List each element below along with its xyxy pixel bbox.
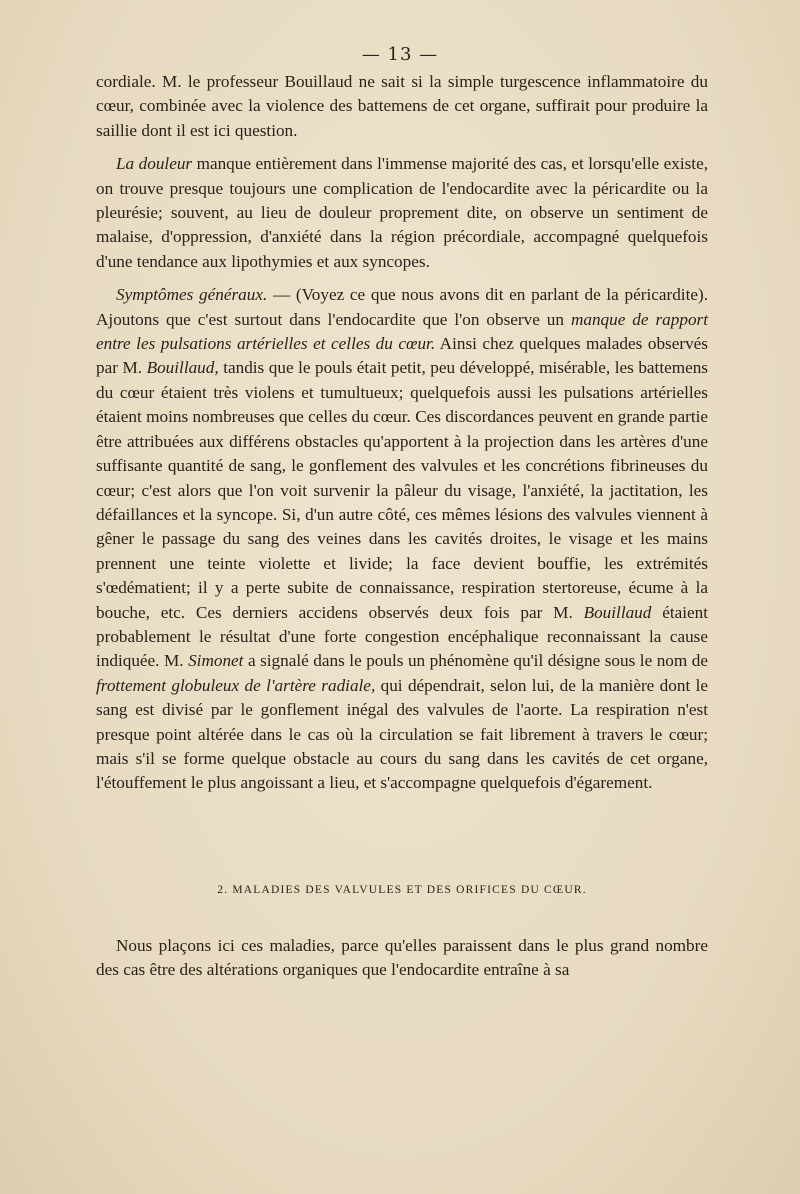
author-name-2: Bouillaud (583, 602, 652, 622)
author-name-1: Bouillaud, (146, 358, 219, 378)
paragraph-1: cordiale. M. le professeur Bouillaud ne sait si la simple turgescence inflammatoire du cœur, combinée avec la violence des battemens de cet organe, suffirait pour produire la saillie dont il est ici question. (96, 72, 708, 140)
paragraph-4: Nous plaçons ici ces maladies, parce qu'elles paraissent dans le plus grand nombre des cas être des altérations organiques que l'endocardite entraîne à sa (96, 936, 708, 980)
paragraph-2 (96, 152, 708, 274)
paragraph-3-text-3: tandis que le pouls était petit, peu développé, misérable, les battemens du cœur étaient très violens et tumultueux; quelquefois aussi les pulsations artérielles étaient moins nombreuses que celles du cœur. Ces discordances peuvent en grande partie être attribuées aux différens obstacles qu'apportent à la projection dans les artères d'une suffisante quantité de sang, le gonflement des valvules et les concrétions fibrineuses du cœur; c'est alors que l'on voit survenir la pâleur du visage, l'anxiété, la jactitation, les défaillances et la syncope. Si, d'un autre côté, ces mêmes lésions des valvules viennent à gêner le passage du sang des veines dans les cavités droites, le visage et les mains prennent une teinte violette et livide; la face devient bouffie, les extrémités s'œdématient; il y a perte subite de connaissance, respiration stertoreuse, écume à la bouche, etc. Ces derniers accidens observés deux fois par M. (96, 358, 708, 622)
paragraph-3-text-1: — (Voyez ce que nous avons dit en parlant de la péricardite). Ajoutons que c'est surtout dans l'endocardite que l'on observe un (96, 285, 709, 329)
paragraph-3-text-2: Ainsi chez quelques malades observés par M. (96, 334, 708, 378)
paragraph-3-text-6: qui dépendrait, selon lui, de la manière dont le sang est divisé par le gonflement inégal des valvules de l'aorte. La respiration n'est presque point altérée dans le cas où la circulation se fait librement à travers le cœur; mais s'il se forme quelque obstacle au cours du sang dans les cavités de cet organe, l'étouffement le plus angoissant a lieu, et s'accompagne quelquefois d'égarement. (96, 675, 708, 793)
page-number: — 13 — (361, 44, 439, 65)
section-heading: 2. MALADIES DES VALVULES ET DES ORIFICES DU CŒUR. (217, 884, 587, 896)
paragraph-3-text-4: étaient probablement le résultat d'une forte congestion encéphalique reconnaissant la cause indiquée. M. (96, 602, 708, 671)
section-text-block (96, 934, 708, 983)
author-name-3: Simonet (188, 651, 244, 671)
paragraph-3-heading: Symptômes généraux. (116, 285, 268, 305)
paragraph-3 (96, 283, 708, 796)
main-text-block (96, 70, 708, 805)
paragraph-3-emphasis-2: frottement globuleux de l'artère radiale, (96, 675, 376, 695)
paragraph-3-text-5: a signalé dans le pouls un phénomène qu'il désigne sous le nom de (243, 651, 708, 671)
paragraph-2-emphasis: La douleur (116, 154, 193, 174)
paragraph-2-text: manque entièrement dans l'immense majorité des cas, et lorsqu'elle existe, on trouve presque toujours une complication de l'endocardite avec la péricardite ou la pleurésie; souvent, au lieu de douleur proprement dite, on observe un sentiment de malaise, d'oppression, d'anxiété dans la région précordiale, accompagné quelquefois d'une tendance aux lipothymies et aux syncopes. (96, 154, 708, 271)
paragraph-3-emphasis-1: manque de rapport entre les pulsations artérielles et celles du cœur. (96, 309, 708, 354)
